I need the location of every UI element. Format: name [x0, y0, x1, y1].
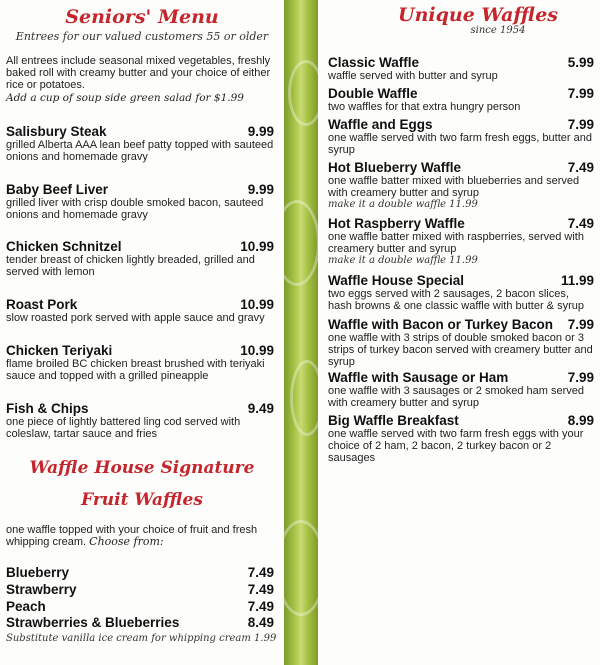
waffle-item	[328, 317, 594, 368]
seniors-column	[0, 0, 284, 665]
fruit-choose: Choose from:	[89, 535, 164, 548]
seniors-intro: All entrees include seasonal mixed vegetables, freshly baked roll with creamy butter and your choice of either rice or potatoes.	[6, 55, 271, 91]
fruit-item	[6, 582, 274, 597]
item-price: 7.99	[567, 86, 594, 101]
item-price: 7.49	[567, 160, 594, 175]
waffle-item	[328, 370, 594, 409]
item-name: Chicken Teriyaki	[6, 343, 113, 358]
fruit-item	[6, 599, 274, 614]
item-name: Big Waffle Breakfast	[328, 413, 459, 428]
item-name: Waffle and Eggs	[328, 117, 433, 132]
seniors-item	[6, 343, 274, 382]
fruit-price: 7.49	[247, 565, 274, 580]
fruit-title-line1: Waffle House Signature	[29, 458, 255, 478]
item-description: grilled liver with crisp double smoked bacon, sauteed onions and homemade gravy	[6, 197, 264, 221]
fruit-price: 7.49	[247, 599, 274, 614]
item-name: Salisbury Steak	[6, 124, 107, 139]
item-note: make it a double waffle 11.99	[328, 199, 478, 210]
waffle-item	[328, 413, 594, 464]
item-name: Roast Pork	[6, 297, 78, 312]
fruit-name: Strawberry	[6, 582, 77, 597]
seniors-item	[6, 401, 274, 440]
seniors-addon: Add a cup of soup side green salad for $1.99	[6, 92, 244, 104]
item-description: flame broiled BC chicken breast brushed with teriyaki sauce and topped with a grilled pineapple	[6, 358, 265, 382]
item-name: Waffle with Bacon or Turkey Bacon	[328, 317, 554, 332]
item-price: 9.49	[247, 401, 274, 416]
item-price: 9.99	[247, 182, 274, 197]
item-description: one waffle served with two farm fresh eggs with your choice of 2 ham, 2 bacon, 2 turkey bacon or 2 sausages	[328, 428, 584, 464]
fruit-price: 8.49	[247, 615, 274, 630]
unique-waffles-column	[318, 0, 600, 665]
seniors-item	[6, 124, 274, 163]
item-description: one waffle with 3 strips of double smoked bacon or 3 strips of turkey bacon served with creamery butter and syrup	[328, 332, 593, 368]
waffle-item	[328, 160, 594, 210]
fruit-name: Peach	[6, 599, 46, 614]
item-description: one waffle with 3 sausages or 2 smoked ham served with creamery butter and syrup	[328, 385, 584, 409]
unique-title: Unique Waffles	[398, 4, 558, 26]
item-price: 8.99	[567, 413, 594, 428]
decorative-divider	[284, 0, 318, 665]
fruit-name: Blueberry	[6, 565, 70, 580]
item-name: Waffle with Sausage or Ham	[328, 370, 509, 385]
item-price: 10.99	[240, 297, 274, 312]
seniors-item	[6, 239, 274, 278]
item-price: 7.99	[567, 317, 594, 332]
unique-since: since 1954	[470, 25, 526, 36]
item-description: two eggs served with 2 sausages, 2 bacon slices, hash browns & one classic waffle with butter & syrup	[328, 288, 584, 312]
waffle-item	[328, 117, 594, 156]
item-description: tender breast of chicken lightly breaded, grilled and served with lemon	[6, 254, 255, 278]
item-price: 9.99	[247, 124, 274, 139]
item-name: Baby Beef Liver	[6, 182, 109, 197]
item-name: Classic Waffle	[328, 55, 420, 70]
item-name: Hot Raspberry Waffle	[328, 216, 465, 231]
item-name: Double Waffle	[328, 86, 418, 101]
seniors-item	[6, 182, 274, 221]
item-price: 11.99	[560, 273, 594, 288]
seniors-subtitle: Entrees for our valued customers 55 or older	[15, 30, 269, 43]
fruit-intro	[6, 524, 276, 548]
item-description: one waffle batter mixed with raspberries, served with creamery butter and syrup	[328, 231, 584, 255]
item-description: one waffle served with two farm fresh eggs, butter and syrup	[328, 132, 592, 156]
item-price: 7.99	[567, 117, 594, 132]
fruit-price: 7.49	[247, 582, 274, 597]
item-description: two waffles for that extra hungry person	[328, 101, 521, 113]
item-name: Fish & Chips	[6, 401, 89, 416]
waffle-item	[328, 216, 594, 266]
swirl-decoration	[290, 360, 318, 436]
fruit-item	[6, 565, 274, 580]
item-price: 5.99	[567, 55, 594, 70]
waffle-item	[328, 55, 594, 82]
item-price: 10.99	[240, 239, 274, 254]
item-description: waffle served with butter and syrup	[328, 70, 498, 82]
item-name: Waffle House Special	[328, 273, 465, 288]
swirl-decoration	[288, 60, 318, 126]
item-description: grilled Alberta AAA lean beef patty topped with sauteed onions and homemade gravy	[6, 139, 274, 163]
seniors-title: Seniors' Menu	[65, 6, 219, 28]
fruit-item	[6, 615, 274, 630]
swirl-decoration	[284, 520, 318, 616]
fruit-note: Substitute vanilla ice cream for whipping cream 1.99	[6, 633, 277, 644]
swirl-decoration	[284, 200, 318, 286]
fruit-name: Strawberries & Blueberries	[6, 615, 180, 630]
item-description: one piece of lightly battered ling cod served with coleslaw, tartar sauce and fries	[6, 416, 241, 440]
item-description: slow roasted pork served with apple sauce and gravy	[6, 312, 265, 324]
seniors-item	[6, 297, 274, 324]
item-price: 7.49	[567, 216, 594, 231]
fruit-title-line2: Fruit Waffles	[81, 490, 203, 510]
item-name: Hot Blueberry Waffle	[328, 160, 462, 175]
waffle-item	[328, 86, 594, 113]
waffle-item	[328, 273, 594, 312]
item-description: one waffle batter mixed with blueberries and served with creamery butter and syrup	[328, 175, 580, 199]
fruit-intro-text: one waffle topped with your choice of fruit and fresh whipping cream.	[6, 524, 258, 548]
item-price: 7.99	[567, 370, 594, 385]
item-note: make it a double waffle 11.99	[328, 255, 478, 266]
item-price: 10.99	[240, 343, 274, 358]
item-name: Chicken Schnitzel	[6, 239, 122, 254]
